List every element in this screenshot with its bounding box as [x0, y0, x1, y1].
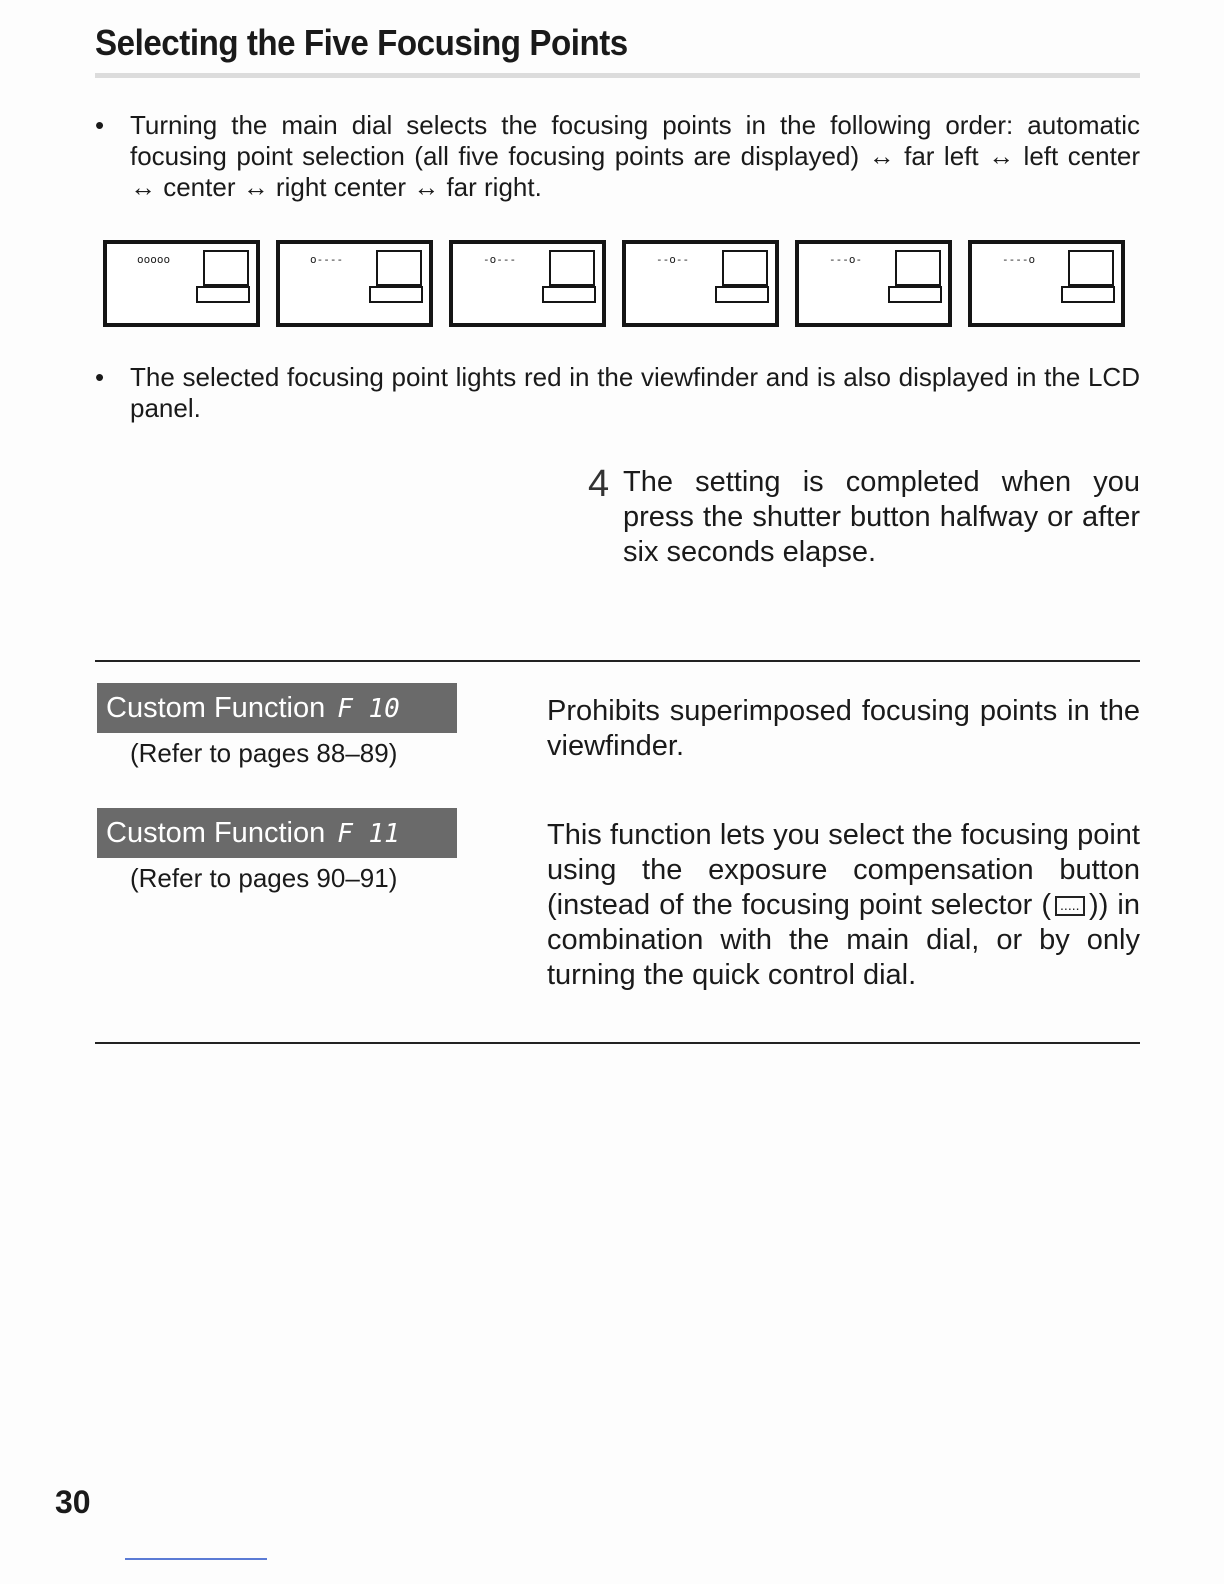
custom-function-f10-label — [97, 683, 457, 733]
lcd-bar-icon — [542, 286, 596, 303]
custom-function-label-text: Custom Function — [106, 817, 326, 849]
lcd-square-icon — [895, 250, 941, 286]
lcd-panel-auto — [103, 240, 260, 327]
step-4 — [588, 465, 1140, 570]
section-divider-bottom — [95, 1042, 1140, 1044]
focusing-point-selector-icon — [1055, 896, 1085, 916]
lcd-panel-far-right — [968, 240, 1125, 327]
lcd-square-icon — [549, 250, 595, 286]
custom-function-code: F 11 — [337, 819, 400, 849]
lcd-square-icon — [203, 250, 249, 286]
focus-point-dots: o---- — [310, 253, 344, 266]
custom-function-code: F 10 — [337, 694, 400, 724]
page-number: 30 — [55, 1484, 91, 1520]
bullet-text: Turning the main dial selects the focusing points in the following order: automatic focusing point selection (all five focusing points are displayed) ↔ far left ↔ left center ↔ center ↔ right center ↔ far right. — [130, 110, 1140, 202]
lcd-panel-left-center — [449, 240, 606, 327]
step-text: The setting is completed when you press the shutter button halfway or after six seconds elapse. — [623, 466, 1140, 568]
lcd-panel-far-left — [276, 240, 433, 327]
custom-function-f10-description: Prohibits superimposed focusing points in the viewfinder. — [547, 695, 1140, 762]
lcd-bar-icon — [1061, 286, 1115, 303]
custom-function-f11-label — [97, 808, 457, 858]
lcd-panel-right-center — [795, 240, 952, 327]
bullet-selected-point — [95, 362, 1140, 424]
lcd-bar-icon — [888, 286, 942, 303]
lcd-square-icon — [1068, 250, 1114, 286]
lcd-bar-icon — [715, 286, 769, 303]
focus-point-dots: -o--- — [483, 253, 517, 266]
section-divider-top — [95, 660, 1140, 662]
focus-point-dots: --o-- — [656, 253, 690, 266]
custom-function-f11-description — [547, 818, 1140, 993]
bullet-marker: • — [95, 362, 105, 392]
page-title: Selecting the Five Focusing Points — [95, 22, 628, 63]
bullet-text: The selected focusing point lights red in the viewfinder and is also displayed in the LCD panel. — [130, 362, 1140, 423]
focus-point-dots: ooooo — [137, 253, 171, 266]
custom-function-label-text: Custom Function — [106, 692, 326, 724]
page-reference: (Refer to pages 88–89) — [130, 738, 398, 768]
description-text-after: )) in combination with the main dial, or by only turning the quick control dial. — [547, 889, 1140, 991]
bullet-focusing-order — [95, 110, 1140, 203]
title-divider — [95, 73, 1140, 78]
step-number: 4 — [588, 463, 610, 505]
bullet-marker: • — [95, 110, 105, 140]
lcd-bar-icon — [196, 286, 250, 303]
description-text-before: This function lets you select the focusing point using the exposure compensation button (instead of the focusing point selector ( — [547, 819, 1140, 921]
lcd-square-icon — [376, 250, 422, 286]
footer-accent-line — [125, 1558, 267, 1560]
lcd-bar-icon — [369, 286, 423, 303]
lcd-square-icon — [722, 250, 768, 286]
focus-point-dots: ---o- — [829, 253, 863, 266]
lcd-panel-center — [622, 240, 779, 327]
focus-point-dots: ----o — [1002, 253, 1036, 266]
page-reference: (Refer to pages 90–91) — [130, 863, 398, 893]
